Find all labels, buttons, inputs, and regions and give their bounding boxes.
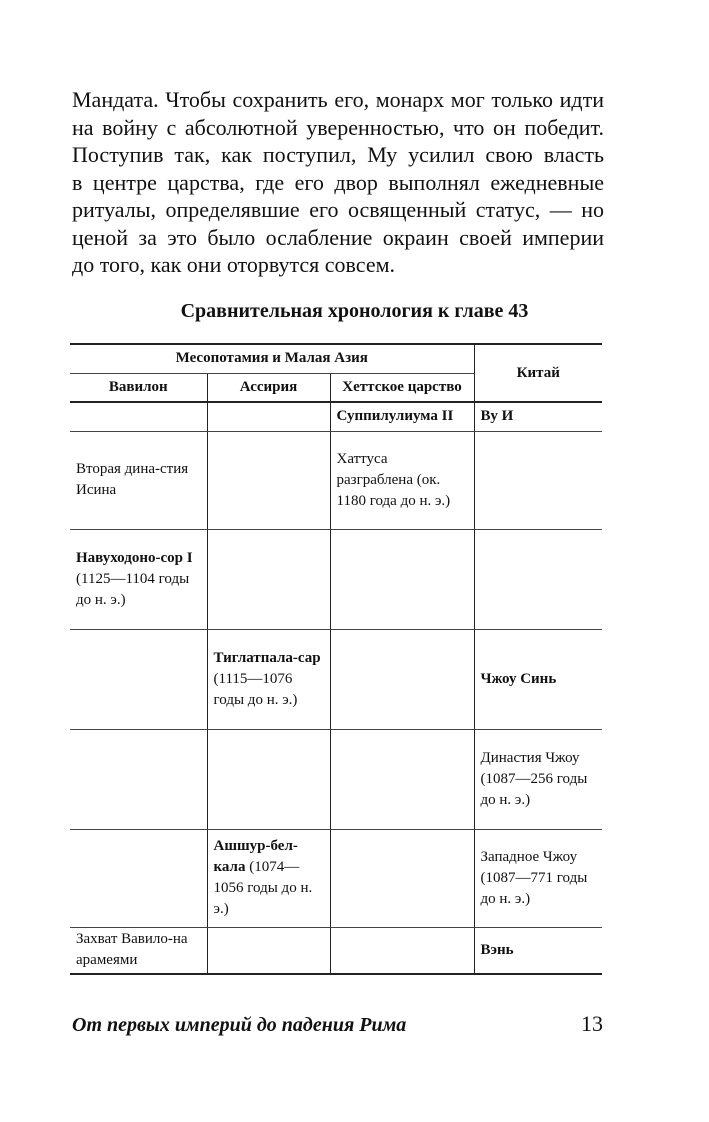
page-number: 13 <box>581 1011 603 1036</box>
group-header: Месопотамия и Малая Азия <box>70 344 474 373</box>
table-row <box>70 529 602 629</box>
text-line: в центре царства, где его двор выполнял ежедневные <box>72 169 604 195</box>
cell: Навуходоно-сор I (1125—1104 годы до н. э.) <box>70 529 207 629</box>
table-row <box>70 629 602 729</box>
text-line: на войну с абсолютной уверенностью, что он победит. <box>72 114 604 140</box>
column-header: Вавилон <box>70 373 207 402</box>
text-line: ритуалы, определявшие его освященный статус, — но <box>72 197 604 222</box>
text-line: Мандата. Чтобы сохранить его, монарх мог только идти <box>72 87 604 112</box>
cell: Династия Чжоу (1087—256 годы до н. э.) <box>474 729 602 829</box>
table-title: Сравнительная хронология к главе 43 <box>180 300 529 322</box>
text-line: Поступив так, как поступил, Му усилил свою власть <box>72 142 604 167</box>
table-row <box>70 431 602 529</box>
body-paragraph <box>72 86 604 279</box>
chronology-table <box>70 343 602 975</box>
cell: Ву И <box>474 402 602 431</box>
cell: Чжоу Синь <box>474 629 602 729</box>
cell: Хаттуса разграблена (ок. 1180 года до н. э.) <box>330 431 474 529</box>
table-row <box>70 927 602 974</box>
cell: Захват Вавило-на арамеями <box>70 927 207 974</box>
table-row <box>70 402 602 431</box>
cell: Ашшур-бел-кала (1074—1056 годы до н. э.) <box>207 829 330 927</box>
running-footer-title: От первых империй до падения Рима <box>72 1014 407 1036</box>
table-row <box>70 829 602 927</box>
china-header: Китай <box>474 344 602 402</box>
cell: Суппилулиума II <box>330 402 474 431</box>
cell: Вэнь <box>474 927 602 974</box>
table-row <box>70 729 602 829</box>
text-line: ценой за это было ослабление окраин своей империи <box>72 224 604 250</box>
text-line: до того, как они оторвутся совсем. <box>72 252 396 277</box>
column-header: Хеттское царство <box>330 373 474 402</box>
cell: Западное Чжоу (1087—771 годы до н. э.) <box>474 829 602 927</box>
cell: Тиглатпала-сар (1115—1076 годы до н. э.) <box>207 629 330 729</box>
column-header: Ассирия <box>207 373 330 402</box>
cell: Вторая дина-стия Исина <box>70 431 207 529</box>
